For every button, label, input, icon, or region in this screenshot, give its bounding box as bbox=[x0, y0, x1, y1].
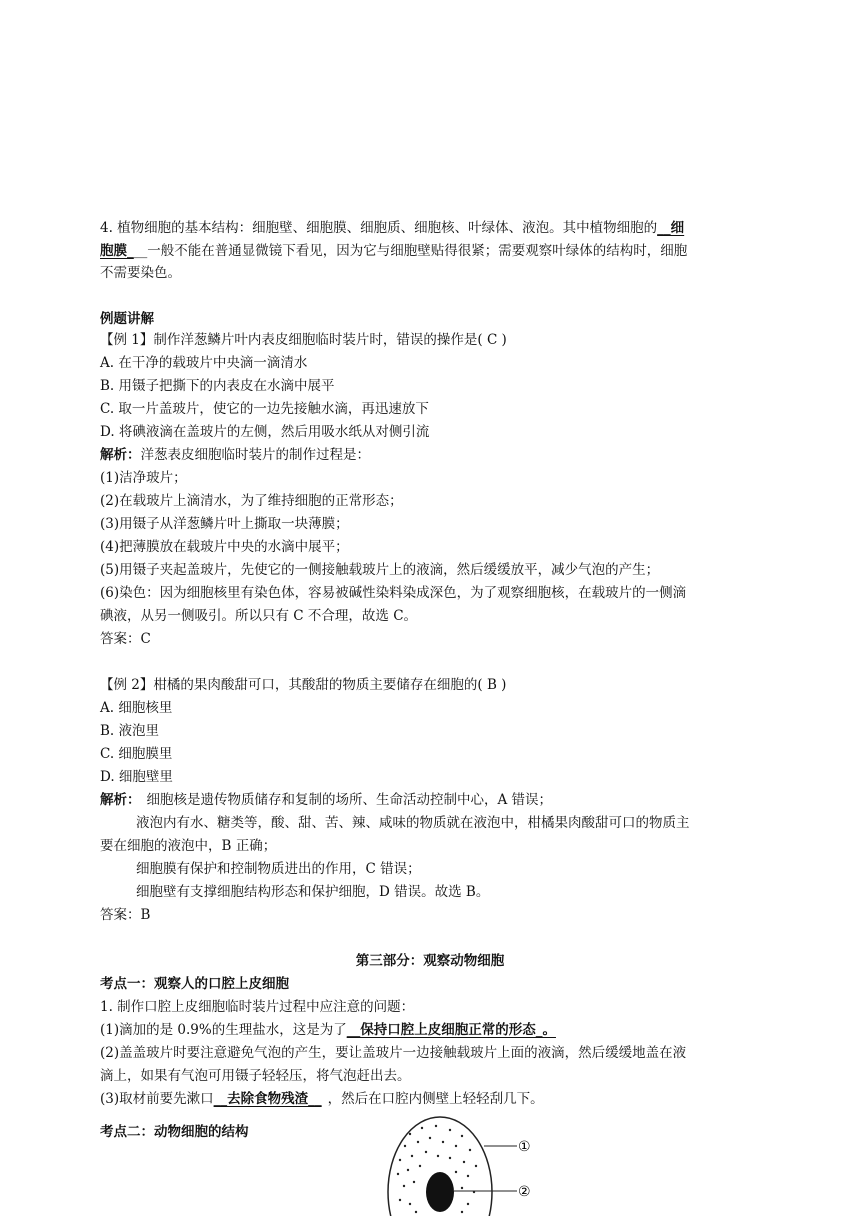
text: (1)滴加的是 0.9%的生理盐水，这是为了 bbox=[100, 1022, 347, 1038]
kp2-title: 考点二：动物细胞的结构 bbox=[100, 1124, 249, 1140]
example-1-step: (5)用镊子夹起盖玻片，先使它的一侧接触载玻片上的液滴，然后缓缓放平，减少气泡的产生； bbox=[100, 562, 660, 578]
kp1-question: 1. 制作口腔上皮细胞临时装片过程中应注意的问题： bbox=[100, 999, 415, 1015]
text: ，然后在口腔内侧壁上轻轻刮几下。 bbox=[327, 1091, 544, 1107]
example-2-analysis bbox=[100, 791, 552, 809]
example-1-option-a: A. 在干净的载玻片中央滴一滴清水 bbox=[100, 355, 308, 371]
example-1-step: (1)洁净玻片； bbox=[100, 470, 187, 486]
text: 洋葱表皮细胞临时装片的制作过程是： bbox=[140, 447, 370, 463]
answer-blank: 胞膜_ bbox=[100, 243, 134, 259]
label-2: ② bbox=[518, 1184, 531, 1200]
example-2-option-a: A. 细胞核里 bbox=[100, 700, 173, 716]
paragraph-4-line-2 bbox=[100, 242, 687, 260]
example-2-option-c: C. 细胞膜里 bbox=[100, 746, 173, 762]
example-1-step: (3)用镊子从洋葱鳞片叶上撕取一块薄膜； bbox=[100, 516, 349, 532]
example-1-option-b: B. 用镊子把撕下的内表皮在水滴中展平 bbox=[100, 378, 335, 394]
answer-blank: __去除食物残渣__ bbox=[213, 1091, 322, 1107]
example-2-option-d: D. 细胞壁里 bbox=[100, 769, 173, 785]
example-1-step: (2)在载玻片上滴清水，为了维持细胞的正常形态； bbox=[100, 493, 403, 509]
example-2-answer: 答案：B bbox=[100, 907, 151, 923]
kp1-step-2: (2)盖盖玻片时要注意避免气泡的产生，要让盖玻片一边接触载玻片上面的液滴，然后缓缓地盖在液 bbox=[100, 1045, 687, 1061]
label-1: ① bbox=[518, 1139, 531, 1155]
analysis-label: 解析： bbox=[100, 792, 141, 808]
text: __一般不能在普通显微镜下看见，因为它与细胞壁贴得很紧；需要观察叶绿体的结构时，细胞 bbox=[133, 243, 688, 259]
example-2-question: 【例 2】柑橘的果肉酸甜可口，其酸甜的物质主要储存在细胞的( B ) bbox=[100, 677, 507, 693]
answer-blank: __细 bbox=[657, 220, 685, 236]
example-1-option-c: C. 取一片盖玻片，使它的一边先接触水滴，再迅速放下 bbox=[100, 401, 429, 417]
example-1-option-d: D. 将碘液滴在盖玻片的左侧，然后用吸水纸从对侧引流 bbox=[100, 424, 430, 440]
example-2-analysis-line: 液泡内有水、糖类等，酸、甜、苦、辣、咸味的物质就在液泡中，柑橘果肉酸甜可口的物质主 bbox=[136, 815, 690, 831]
answer-blank: __保持口腔上皮细胞正常的形态_。 bbox=[346, 1022, 556, 1038]
example-1-step: (4)把薄膜放在载玻片中央的水滴中展平； bbox=[100, 539, 349, 555]
example-1-question: 【例 1】制作洋葱鳞片叶内表皮细胞临时装片时，错误的操作是( C ) bbox=[100, 332, 507, 348]
example-1-answer: 答案：C bbox=[100, 631, 151, 647]
animal-cell-diagram bbox=[380, 1112, 560, 1216]
example-1-analysis bbox=[100, 446, 370, 464]
text: 细胞核是遗传物质储存和复制的场所、生命活动控制中心，A 错误； bbox=[146, 792, 553, 808]
paragraph-4-line-1 bbox=[100, 219, 684, 237]
section-title: 第三部分：观察动物细胞 bbox=[355, 953, 505, 969]
examples-heading: 例题讲解 bbox=[100, 311, 154, 327]
example-1-step: (6)染色：因为细胞核里有染色体，容易被碱性染料染成深色，为了观察细胞核，在载玻片的一侧滴 bbox=[100, 585, 687, 601]
example-2-analysis-line: 细胞膜有保护和控制物质进出的作用，C 错误； bbox=[136, 861, 421, 877]
kp1-step-2-cont: 滴上，如果有气泡可用镊子轻轻压，将气泡赶出去。 bbox=[100, 1068, 411, 1084]
nucleus bbox=[426, 1172, 454, 1212]
kp1-title: 考点一：观察人的口腔上皮细胞 bbox=[100, 976, 289, 992]
example-2-analysis-line: 要在细胞的液泡中，B 正确； bbox=[100, 838, 277, 854]
example-2-analysis-line: 细胞壁有支撑细胞结构形态和保护细胞，D 错误。故选 B。 bbox=[136, 884, 490, 900]
text: (3)取材前要先漱口 bbox=[100, 1091, 214, 1107]
kp1-step-3 bbox=[100, 1090, 544, 1108]
example-1-step: 碘液，从另一侧吸引。所以只有 C 不合理，故选 C。 bbox=[100, 608, 418, 624]
analysis-label: 解析： bbox=[100, 447, 141, 463]
paragraph-4-line-3: 不需要染色。 bbox=[100, 265, 181, 281]
text: 4. 植物细胞的基本结构：细胞壁、细胞膜、细胞质、细胞核、叶绿体、液泡。其中植物细胞的 bbox=[100, 220, 658, 236]
kp1-step-1 bbox=[100, 1021, 556, 1039]
example-2-option-b: B. 液泡里 bbox=[100, 723, 160, 739]
